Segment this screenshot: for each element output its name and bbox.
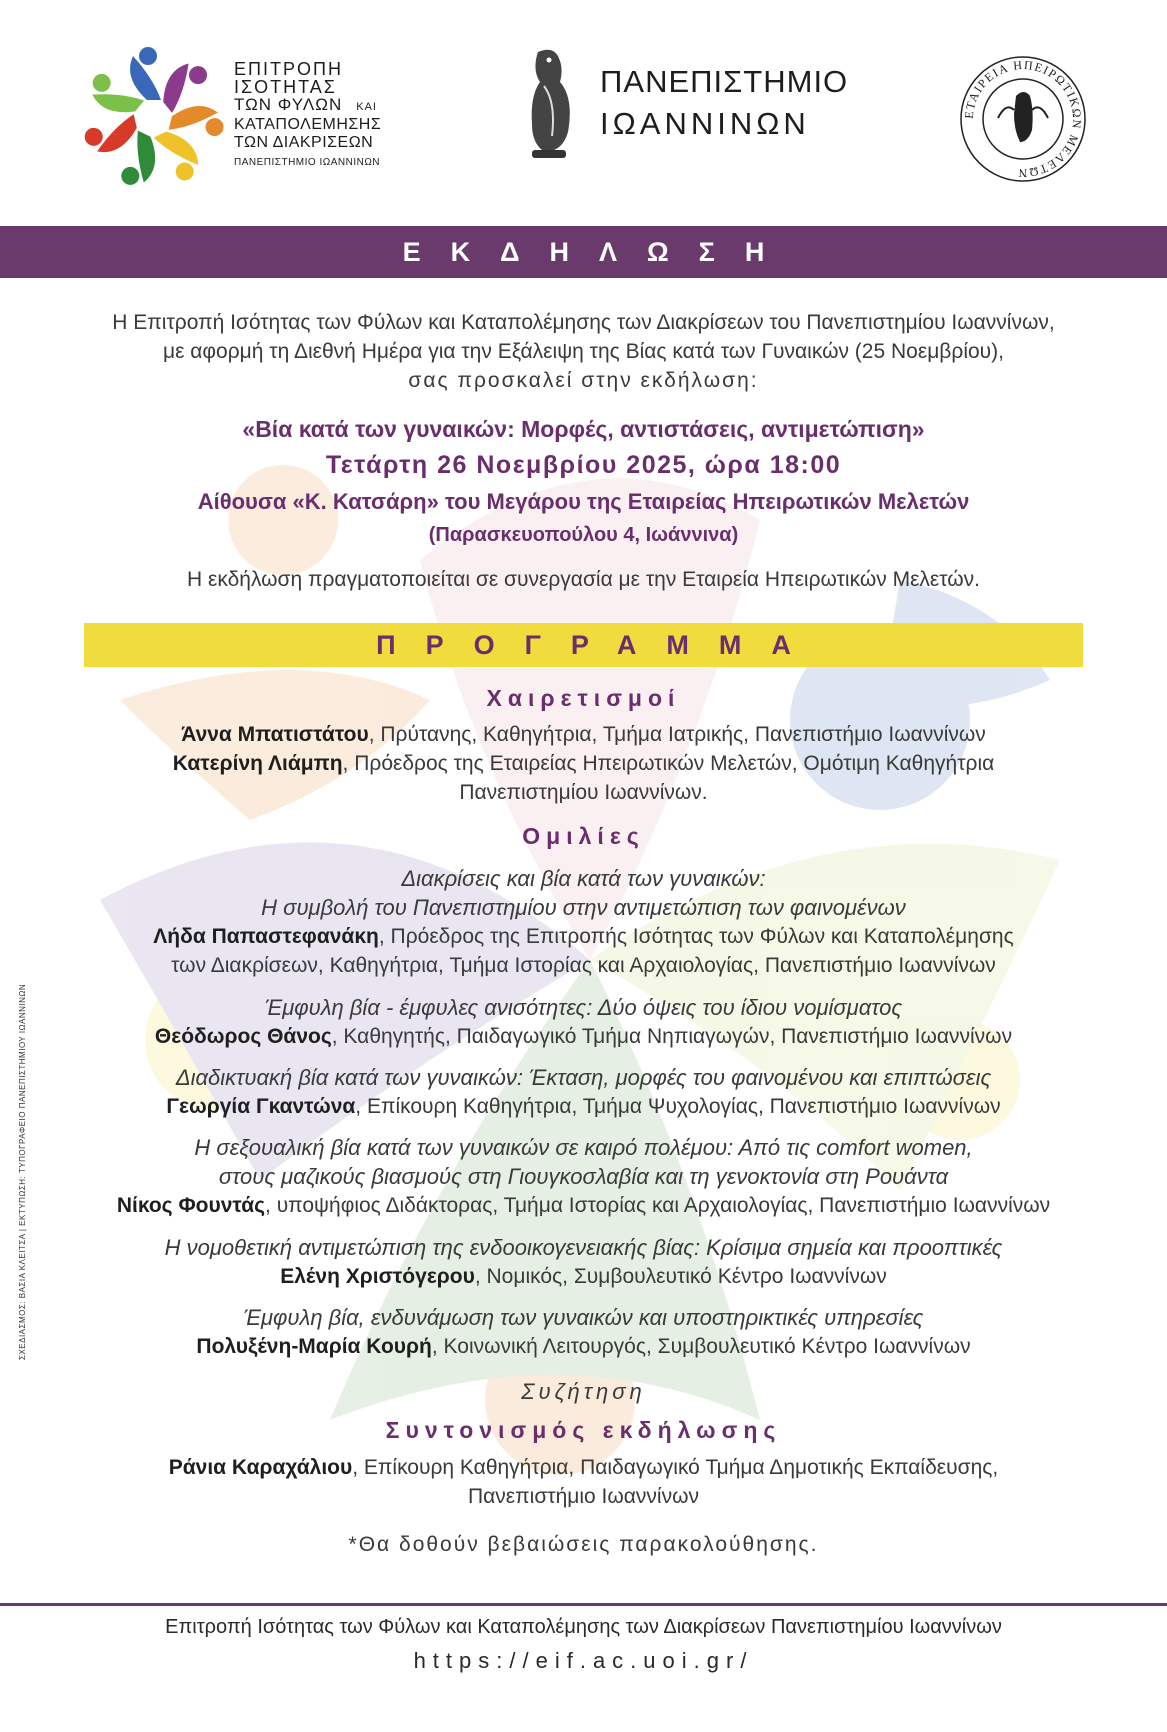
- speaker-role: , Νομικός, Συμβουλευτικό Κέντρο Ιωαννίνων: [474, 1265, 887, 1288]
- footer-committee: Επιτροπή Ισότητας των Φύλων και Καταπολέμησης των Διακρίσεων Πανεπιστημίου Ιωαννίνων: [165, 1616, 1002, 1638]
- committee-logo-line: ΚΑΤΑΠΟΛΕΜΗΣΗΣ: [234, 116, 382, 133]
- speaker-role: , Καθηγητής, Παιδαγωγικό Τμήμα Νηπιαγωγών, Πανεπιστήμιο Ιωαννίνων: [331, 1025, 1013, 1048]
- event-title: «Βία κατά των γυναικών: Μορφές, αντιστάσεις, αντιμετώπιση»: [242, 416, 925, 442]
- owl-statue-icon: [516, 46, 586, 166]
- speaker-role: , Πρόεδρος της Επιτροπής Ισότητας των Φύλων και Καταπολέμησης: [378, 925, 1014, 948]
- speaker-role: Πανεπιστημίου Ιωαννίνων.: [459, 781, 708, 804]
- committee-logo-line: ΠΑΝΕΠΙΣΤΗΜΙΟ ΙΩΑΝΝΙΝΩΝ: [234, 157, 381, 168]
- speaker-role: των Διακρίσεων, Καθηγήτρια, Τμήμα Ιστορίας και Αρχαιολογίας, Πανεπιστήμιο Ιωαννίνων: [171, 954, 996, 977]
- program-banner: [84, 623, 1083, 667]
- greeting-item: [60, 749, 1107, 778]
- speaker-role: , Πρύτανης, Καθηγήτρια, Τμήμα Ιατρικής, Πανεπιστήμιο Ιωαννίνων: [368, 723, 986, 746]
- committee-logo-line: ΤΩΝ ΦΥΛΩΝ: [234, 95, 343, 114]
- committee-logo: [78, 46, 382, 186]
- talk-item: [60, 993, 1107, 1051]
- event-date: Τετάρτη 26 Νοεμβρίου 2025, ώρα 18:00: [325, 451, 842, 479]
- speaker-role: , Κοινωνική Λειτουργός, Συμβουλευτικό Κέντρο Ιωαννίνων: [431, 1335, 971, 1358]
- intro-text: [60, 308, 1107, 395]
- talk-item: [60, 1133, 1107, 1220]
- speaker-name: Πολυξένη-Μαρία Κουρή: [196, 1335, 432, 1358]
- speaker-name: Θεόδωρος Θάνος: [154, 1025, 332, 1048]
- eagle-seal-icon: [958, 54, 1088, 184]
- attendance-note: *Θα δοθούν βεβαιώσεις παρακολούθησης.: [348, 1533, 819, 1556]
- committee-logo-line: ΤΩΝ ΔΙΑΚΡΙΣΕΩΝ: [234, 134, 374, 151]
- committee-logo-kai: ΚΑΙ: [356, 101, 377, 113]
- speaker-name: Ράνια Καραχάλιου: [168, 1456, 353, 1479]
- discussion-label: Συζήτηση: [521, 1379, 646, 1404]
- intro-line: σας προσκαλεί στην εκδήλωση:: [408, 369, 759, 392]
- talk-title: Η σεξουαλική βία κατά των γυναικών σε καιρό πολέμου: Από τις comfort women,: [194, 1135, 973, 1160]
- star-people-icon: [78, 46, 228, 186]
- talk-title: Έμφυλη βία, ενδυνάμωση των γυναικών και υποστηρικτικές υπηρεσίες: [243, 1305, 924, 1330]
- speaker-name: Ελένη Χριστόγερου: [280, 1265, 475, 1288]
- speaker-role: , υποψήφιος Διδάκτορας, Τμήμα Ιστορίας και Αρχαιολογίας, Πανεπιστήμιο Ιωαννίνων: [265, 1194, 1051, 1217]
- university-logo: [516, 46, 849, 166]
- speaker-name: Νίκος Φουντάς: [116, 1194, 266, 1217]
- event-venue: Αίθουσα «Κ. Κατσάρη» του Μεγάρου της Εταιρείας Ηπειρωτικών Μελετών: [197, 489, 970, 514]
- program-banner-label: ΠΡΟΓΡΑΜΜΑ: [376, 630, 821, 660]
- talk-title: Έμφυλη βία - έμφυλες ανισότητες: Δύο όψεις του ίδιου νομίσματος: [264, 995, 903, 1020]
- footer-divider: [0, 1603, 1167, 1606]
- coordination-item: [60, 1453, 1107, 1511]
- speaker-name: Γεωργία Γκαντώνα: [166, 1095, 356, 1118]
- university-name-line2: ΙΩΑΝΝΙΝΩΝ: [600, 106, 810, 141]
- talk-item: [60, 1303, 1107, 1361]
- talk-title: Η νομοθετική αντιμετώπιση της ενδοοικογενειακής βίας: Κρίσιμα σημεία και προοπτικές: [164, 1235, 1003, 1260]
- event-cooperation: Η εκδήλωση πραγματοποιείται σε συνεργασία με την Εταιρεία Ηπειρωτικών Μελετών.: [186, 568, 981, 591]
- intro-line: με αφορμή τη Διεθνή Ημέρα για την Εξάλειψη της Βίας κατά των Γυναικών (25 Νοεμβρίου),: [163, 340, 1004, 363]
- talk-title: Η συμβολή του Πανεπιστημίου στην αντιμετώπιση των φαινομένων: [261, 895, 906, 920]
- speaker-role: Πανεπιστήμιο Ιωαννίνων: [468, 1485, 699, 1508]
- talk-title: Διαδικτυακή βία κατά των γυναικών: Έκταση, μορφές του φαινομένου και επιπτώσεις: [175, 1065, 992, 1090]
- speaker-name: Λήδα Παπαστεφανάκη: [153, 925, 379, 948]
- talk-item: [60, 1233, 1107, 1291]
- committee-logo-line: ΙΣΟΤΗΤΑΣ: [234, 77, 337, 97]
- speaker-name: Κατερίνη Λιάμπη: [172, 752, 343, 775]
- footer-url-link[interactable]: https://eif.ac.uoi.gr/: [413, 1648, 754, 1673]
- talk-title: Διακρίσεις και βία κατά των γυναικών:: [401, 866, 766, 891]
- greetings-heading: Χαιρετισμοί: [486, 685, 681, 711]
- talk-item: [60, 864, 1107, 980]
- committee-logo-line: ΕΠΙΤΡΟΠΗ: [234, 59, 344, 79]
- speaker-role: , Επίκουρη Καθηγήτρια, Τμήμα Ψυχολογίας, Πανεπιστήμιο Ιωαννίνων: [355, 1095, 1001, 1118]
- talks-heading: Ομιλίες: [522, 823, 645, 849]
- speaker-role: , Επίκουρη Καθηγήτρια, Παιδαγωγικό Τμήμα Δημοτικής Εκπαίδευσης,: [352, 1456, 999, 1479]
- event-address: (Παρασκευοπούλου 4, Ιωάννινα): [428, 524, 739, 546]
- speaker-name: Άννα Μπατιστάτου: [181, 723, 369, 746]
- coordination-heading: Συντονισμός εκδήλωσης: [385, 1417, 782, 1443]
- speaker-role: , Πρόεδρος της Εταιρείας Ηπειρωτικών Μελετών, Ομότιμη Καθηγήτρια: [342, 752, 995, 775]
- event-banner-label: ΕΚΔΗΛΩΣΗ: [402, 237, 795, 267]
- greetings-list: [60, 720, 1107, 807]
- intro-line: Η Επιτροπή Ισότητας των Φύλων και Καταπολέμησης των Διακρίσεων του Πανεπιστημίου Ιωαννίνων,: [112, 311, 1055, 334]
- side-credit: ΣΧΕΔΙΑΣΜΟΣ: ΒΑΣΙΑ ΚΛΕΙΤΣΑ | ΕΚΤΥΠΩΣΗ: ΤΥΠΟΓΡΑΦΕΙΟ ΠΑΝΕΠΙΣΤΗΜΙΟΥ ΙΩΑΝΝΙΝΩΝ: [18, 983, 27, 1360]
- talk-title: στους μαζικούς βιασμούς στη Γιουγκοσλαβία και τη γενοκτονία στη Ρουάντα: [218, 1164, 949, 1189]
- talk-item: [60, 1063, 1107, 1121]
- event-banner: [0, 226, 1167, 278]
- university-name-line1: ΠΑΝΕΠΙΣΤΗΜΙΟ: [600, 64, 849, 99]
- seal-text: ΕΤΑΙΡΕΙΑ ΗΠΕΙΡΩΤΙΚΩΝ ΜΕΛΕΤΩΝ: [961, 57, 1085, 181]
- greeting-item: [60, 720, 1107, 749]
